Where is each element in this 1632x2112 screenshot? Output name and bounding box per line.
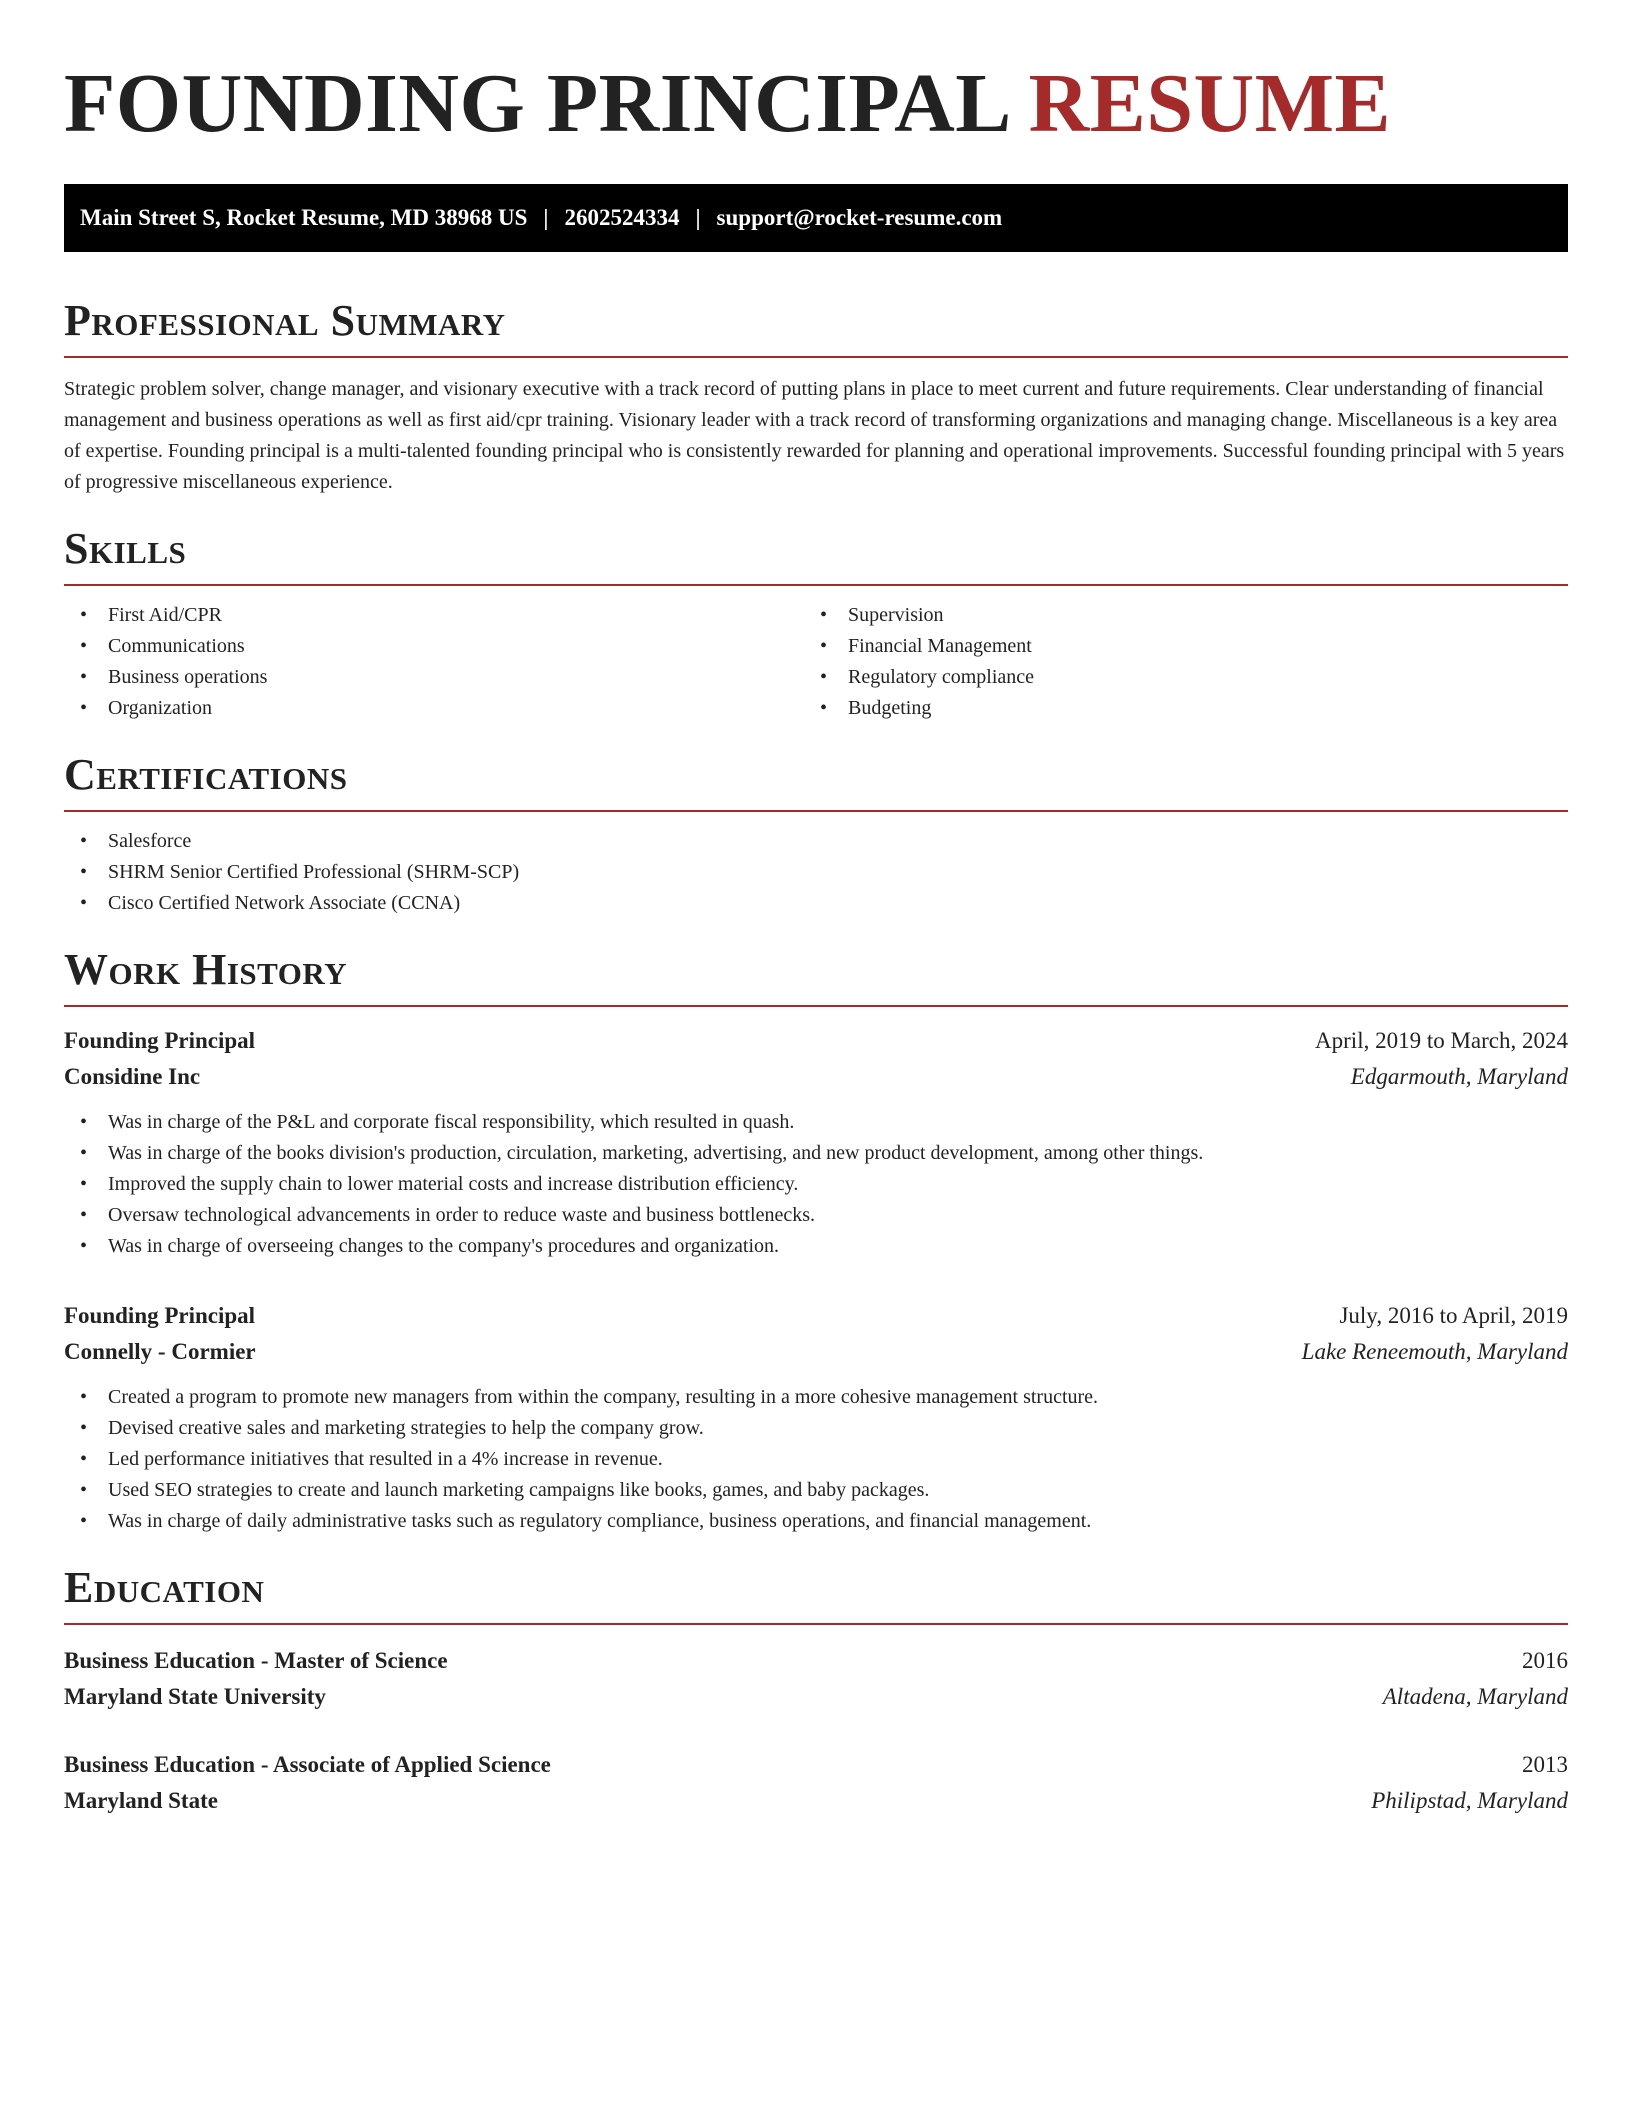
summary-text: Strategic problem solver, change manager, and visionary executive with a track record of putting plans in place to meet current and future requirements. Clear understanding of financial management and business operations as well as first aid/cpr training. Visionary leader with a track record of transforming organizations and managing change. Miscellaneous is a key area of expertise. Founding principal is a multi-talented founding principal who is consistently rewarded for planning and operational improvements. Successful founding principal with 5 years of progressive miscellaneous experience. (64, 378, 1565, 493)
skills-grid (64, 600, 1568, 724)
certifications-section (64, 750, 1568, 919)
list-item: • First Aid/CPR (64, 600, 804, 631)
job-dates: April, 2019 to March, 2024 (1315, 1028, 1568, 1053)
job-company: Connelly - Cormier (64, 1339, 256, 1364)
summary-section (64, 296, 1568, 498)
education-entry (64, 1747, 1568, 1819)
list-item: • Organization (64, 693, 804, 724)
contact-separator: | (543, 205, 549, 230)
list-item: • Was in charge of the P&L and corporate fiscal responsibility, which resulted in quash. (64, 1107, 1568, 1138)
section-heading: Professional Summary (64, 296, 506, 345)
list-item: • Was in charge of overseeing changes to the company's procedures and organization. (64, 1231, 1568, 1262)
section-divider (64, 356, 1568, 358)
resume-title (64, 56, 1568, 152)
section-divider (64, 1005, 1568, 1007)
work-history-section (64, 945, 1568, 1537)
list-item: • Financial Management (804, 631, 1568, 662)
job-dates: July, 2016 to April, 2019 (1339, 1303, 1568, 1328)
education-location: Altadena, Maryland (1382, 1684, 1568, 1709)
job-location: Edgarmouth, Maryland (1350, 1064, 1568, 1089)
education-entry (64, 1643, 1568, 1715)
list-item: • Supervision (804, 600, 1568, 631)
contact-email: support@rocket-resume.com (716, 205, 1003, 230)
job-title: Founding Principal (64, 1028, 256, 1053)
section-heading: Work History (64, 945, 348, 994)
education-degree: Business Education - Master of Science (64, 1648, 448, 1673)
education-section (64, 1563, 1568, 1819)
education-subheader (64, 1783, 1568, 1819)
list-item: • Cisco Certified Network Associate (CCNA) (64, 888, 1568, 919)
list-item: • Regulatory compliance (804, 662, 1568, 693)
section-divider (64, 584, 1568, 586)
job-header (64, 1298, 1568, 1334)
job-location: Lake Reneemouth, Maryland (1301, 1339, 1568, 1364)
job-company: Considine Inc (64, 1064, 201, 1089)
job-header (64, 1023, 1568, 1059)
skills-list-right (804, 600, 1568, 724)
contact-bar (64, 184, 1568, 252)
list-item: • Business operations (64, 662, 804, 693)
section-heading: Skills (64, 524, 187, 573)
education-year: 2016 (1522, 1648, 1568, 1673)
list-item: • Used SEO strategies to create and launch marketing campaigns like books, games, and baby packages. (64, 1475, 1568, 1506)
education-header (64, 1643, 1568, 1679)
list-item: • Was in charge of daily administrative tasks such as regulatory compliance, business operations, and financial management. (64, 1506, 1568, 1537)
list-item: • Created a program to promote new managers from within the company, resulting in a more cohesive management structure. (64, 1382, 1568, 1413)
list-item: • Budgeting (804, 693, 1568, 724)
contact-address: Main Street S, Rocket Resume, MD 38968 US (80, 205, 528, 230)
job-entry (64, 1298, 1568, 1537)
job-subheader (64, 1334, 1568, 1370)
job-bullets (64, 1382, 1568, 1537)
contact-separator: | (695, 205, 701, 230)
title-main: FOUNDING PRINCIPAL (64, 57, 1008, 150)
list-item: • Devised creative sales and marketing strategies to help the company grow. (64, 1413, 1568, 1444)
certifications-list (64, 826, 1568, 919)
list-item: • Was in charge of the books division's production, circulation, marketing, advertising, and new product development, among other things. (64, 1138, 1568, 1169)
contact-phone: 2602524334 (564, 205, 680, 230)
list-item: • Led performance initiatives that resulted in a 4% increase in revenue. (64, 1444, 1568, 1475)
list-item: • Improved the supply chain to lower material costs and increase distribution efficiency. (64, 1169, 1568, 1200)
list-item: • SHRM Senior Certified Professional (SHRM-SCP) (64, 857, 1568, 888)
skills-section (64, 524, 1568, 724)
section-heading: Certifications (64, 750, 348, 799)
education-location: Philipstad, Maryland (1371, 1788, 1568, 1813)
job-bullets (64, 1107, 1568, 1262)
job-entry (64, 1023, 1568, 1262)
skills-list-left (64, 600, 804, 724)
title-accent: RESUME (1028, 57, 1392, 150)
education-school: Maryland State University (64, 1684, 326, 1709)
list-item: • Communications (64, 631, 804, 662)
job-title: Founding Principal (64, 1303, 256, 1328)
list-item: • Oversaw technological advancements in order to reduce waste and business bottlenecks. (64, 1200, 1568, 1231)
education-year: 2013 (1522, 1752, 1568, 1777)
education-subheader (64, 1679, 1568, 1715)
list-item: • Salesforce (64, 826, 1568, 857)
section-divider (64, 810, 1568, 812)
education-school: Maryland State (64, 1788, 218, 1813)
section-heading: Education (64, 1563, 265, 1612)
education-degree: Business Education - Associate of Applied Science (64, 1752, 551, 1777)
education-header (64, 1747, 1568, 1783)
section-divider (64, 1623, 1568, 1625)
job-subheader (64, 1059, 1568, 1095)
